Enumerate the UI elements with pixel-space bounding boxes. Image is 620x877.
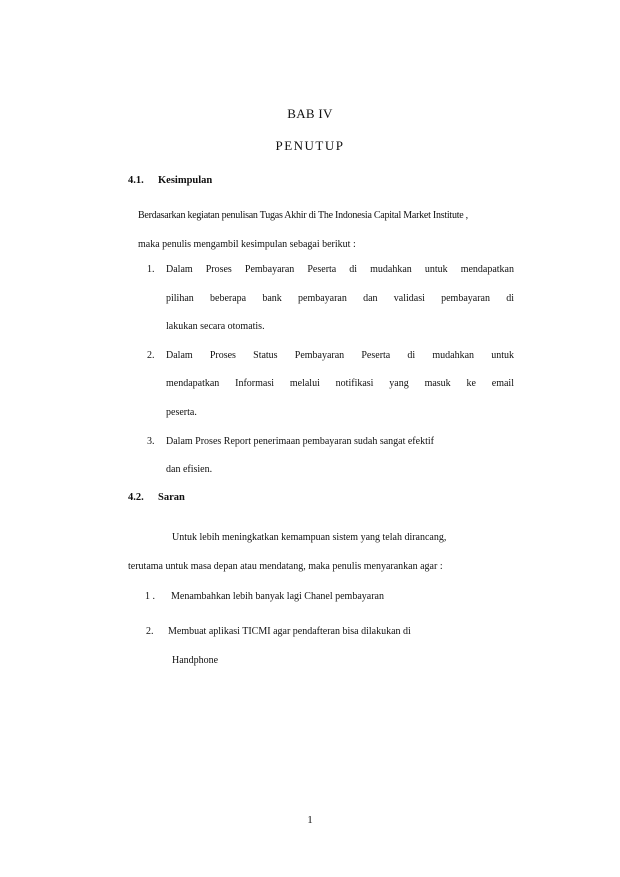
paragraph-line: Untuk lebih meningkatkan kemampuan sistem yang telah dirancang, <box>172 532 447 543</box>
list-item-line: Dalam Proses Status Pembayaran Peserta di mudahkan untuk <box>166 350 514 361</box>
list-number: 1 . <box>145 591 155 602</box>
section-number: 4.2. <box>128 492 144 503</box>
paragraph-line: maka penulis mengambil kesimpulan sebagai berikut : <box>138 239 356 250</box>
section-heading: Kesimpulan <box>158 175 213 186</box>
list-item-line: peserta. <box>166 407 197 418</box>
list-item-line: Menambahkan lebih banyak lagi Chanel pembayaran <box>171 591 384 602</box>
list-number: 2. <box>147 350 155 361</box>
list-number: 3. <box>147 436 155 447</box>
list-item-line: lakukan secara otomatis. <box>166 321 265 332</box>
chapter-heading: BAB IV <box>287 106 333 121</box>
section-number: 4.1. <box>128 175 144 186</box>
list-number: 2. <box>146 626 154 637</box>
list-item-line: pilihan beberapa bank pembayaran dan validasi pembayaran di <box>166 293 514 304</box>
page-number: 1 <box>307 814 313 826</box>
list-item-line: Handphone <box>172 655 219 666</box>
list-item-line: dan efisien. <box>166 464 213 475</box>
chapter-title: PENUTUP <box>275 138 345 153</box>
list-item-line: Membuat aplikasi TICMI agar pendafteran bisa dilakukan di <box>168 626 411 637</box>
list-number: 1. <box>147 264 155 275</box>
section-heading: Saran <box>158 492 185 503</box>
paragraph-line: terutama untuk masa depan atau mendatang, maka penulis menyarankan agar : <box>128 561 443 572</box>
list-item-line: Dalam Proses Pembayaran Peserta di mudahkan untuk mendapatkan <box>166 264 514 275</box>
list-item-line: Dalam Proses Report penerimaan pembayaran sudah sangat efektif <box>166 436 434 447</box>
list-item-line: mendapatkan Informasi melalui notifikasi yang masuk ke email <box>166 378 514 389</box>
paragraph-line: Berdasarkan kegiatan penulisan Tugas Akhir di The Indonesia Capital Market Institute , <box>138 210 468 221</box>
